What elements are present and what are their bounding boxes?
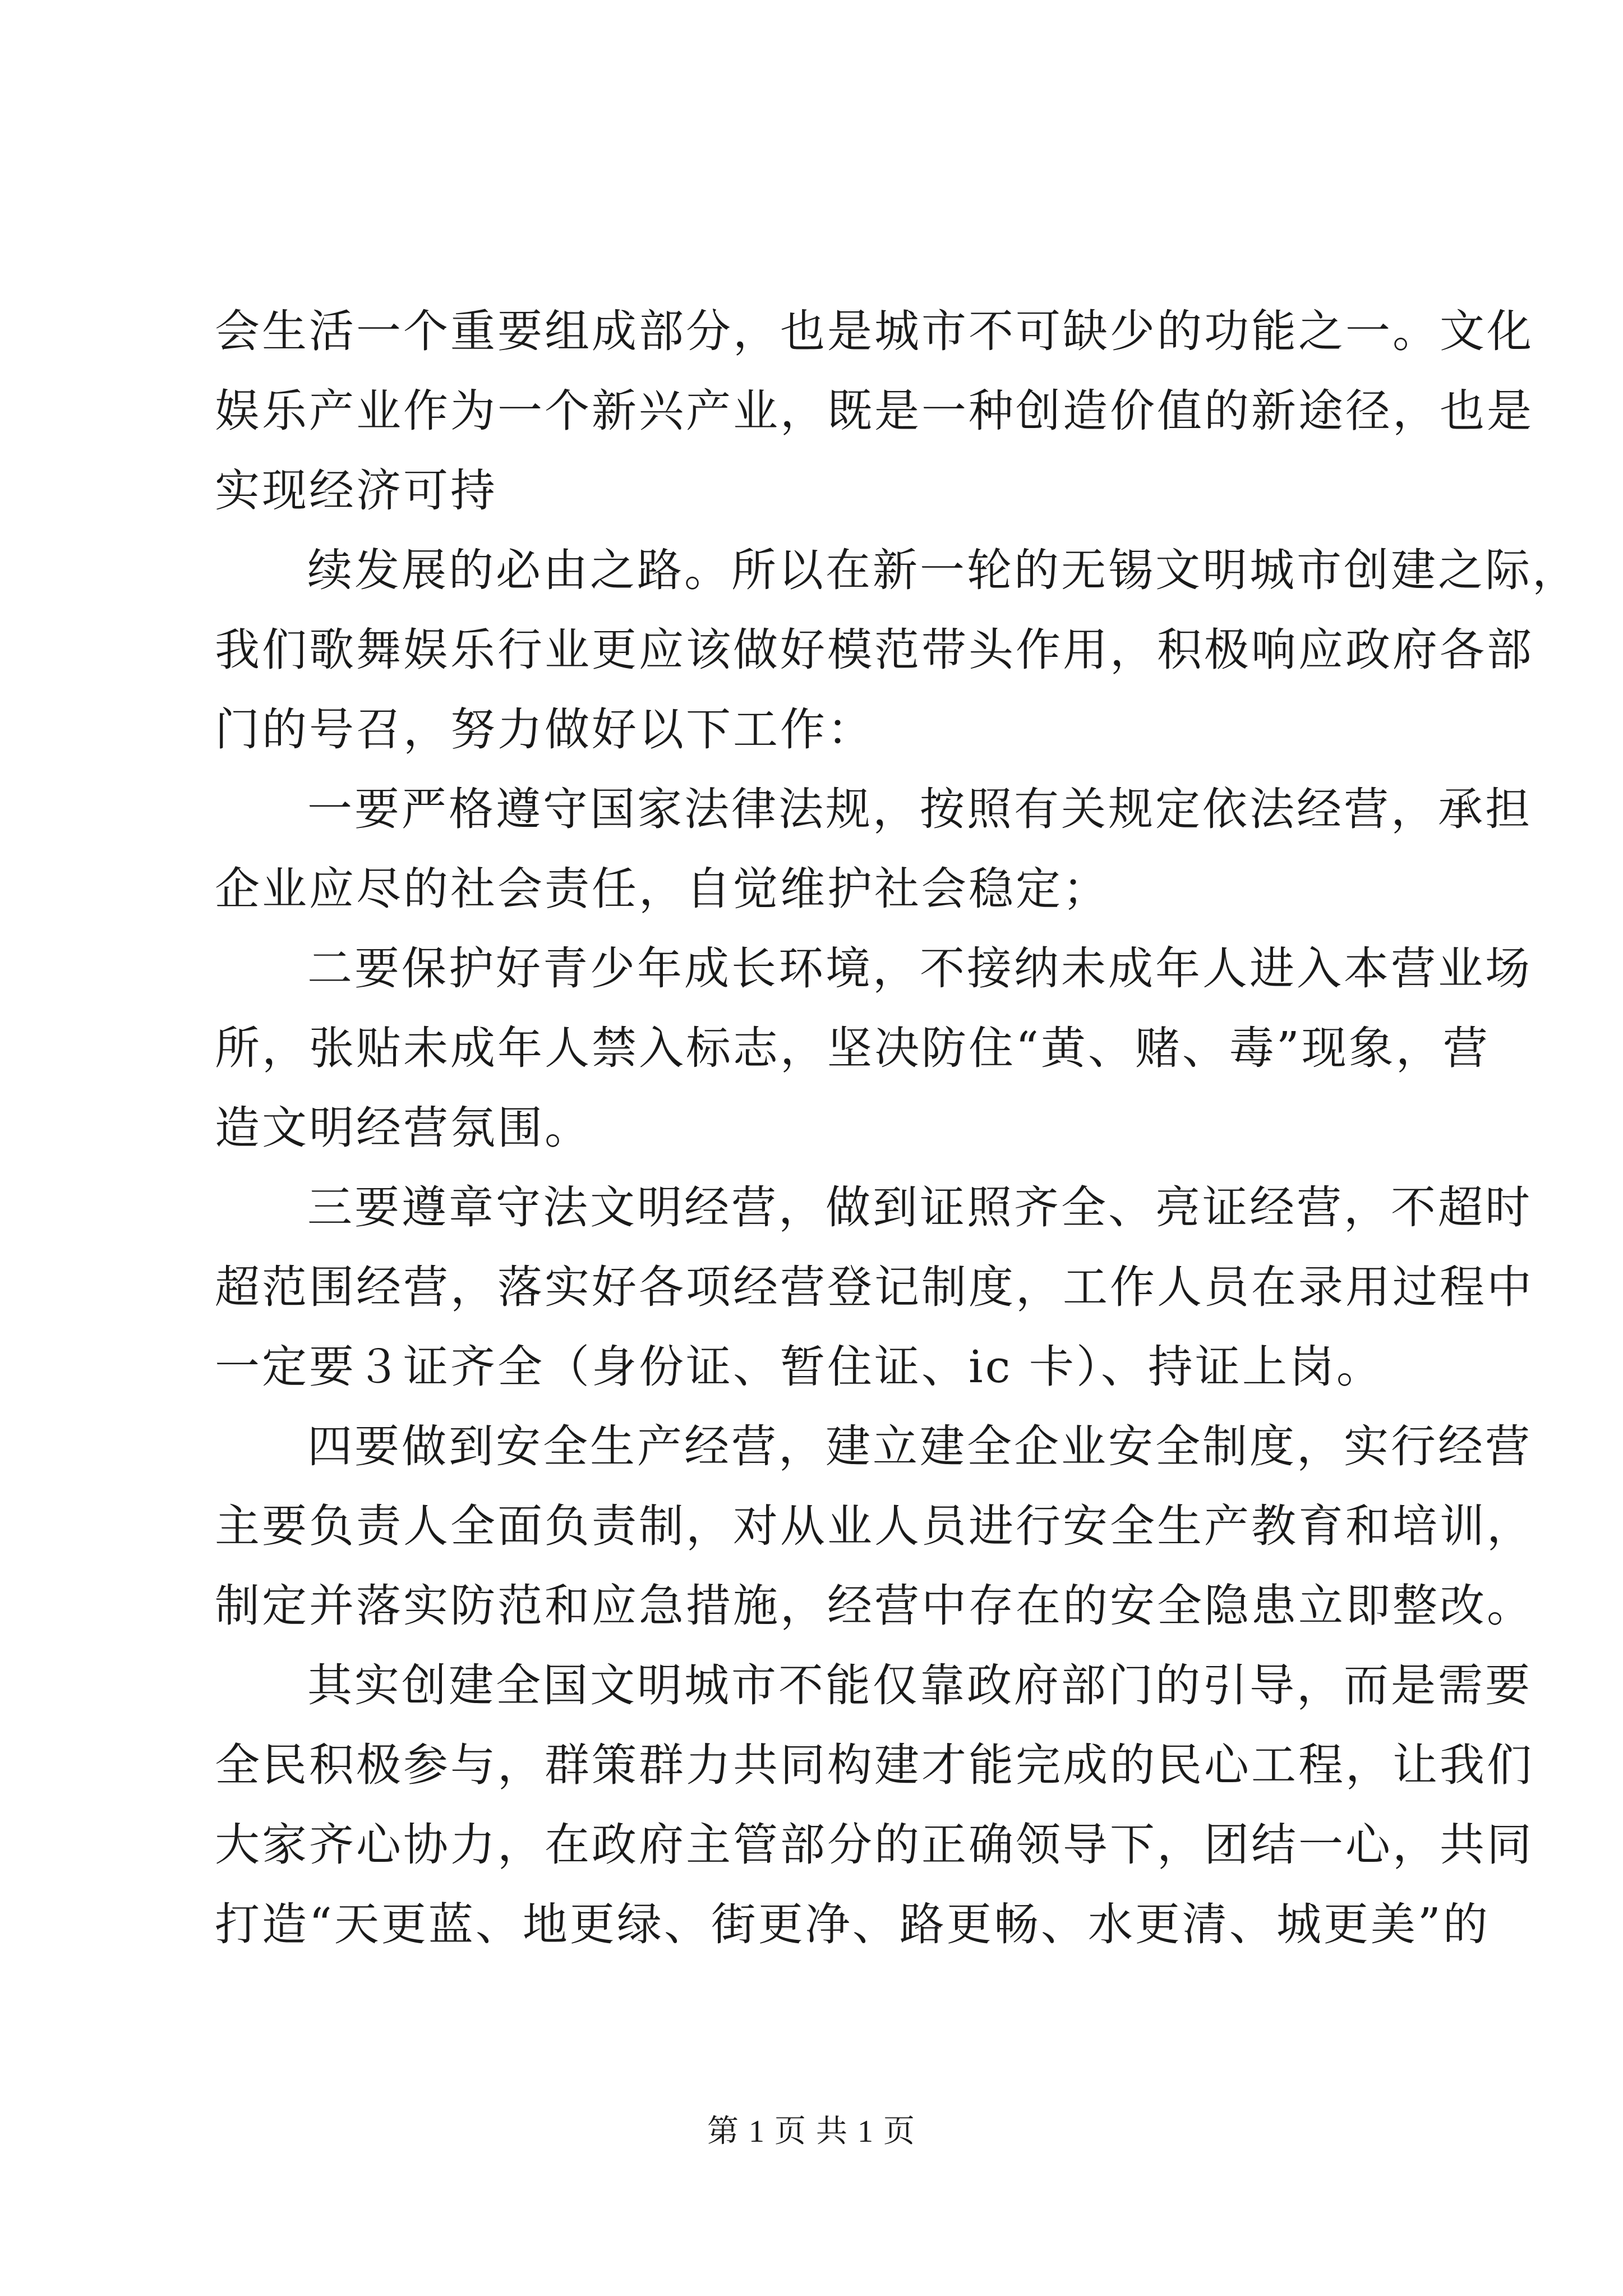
text-line: 四要做到安全生产经营，建立建全企业安全制度，实行经营 [307, 1420, 1532, 1473]
text-line: 我们歌舞娱乐行业更应该做好模范带头作用，积极响应政府各部 [215, 624, 1534, 676]
paragraph-5 [215, 1168, 1534, 1407]
paragraph-4 [215, 929, 1532, 1168]
text-line: 会生活一个重要组成部分，也是城市不可缺少的功能之一。文化 [215, 305, 1534, 357]
paragraph-1 [215, 292, 1534, 531]
text-line: 实现经济可持 [215, 464, 497, 517]
text-line: 一要严格遵守国家法律法规，按照有关规定依法经营，承担 [307, 783, 1532, 835]
paragraph-3 [215, 770, 1532, 929]
text-line: 二要保护好青少年成长环境，不接纳未成年人进入本营业场 [307, 942, 1532, 995]
paragraph-7 [215, 1646, 1534, 1964]
paragraph-2 [215, 531, 1579, 770]
page-number-label: 第 1 页 共 1 页 [707, 2114, 916, 2149]
text-line: 造文明经营氛围。 [215, 1102, 592, 1154]
text-line: 大家齐心协力，在政府主管部分的正确领导下，团结一心，共同 [215, 1819, 1534, 1871]
text-line: 娱乐产业作为一个新兴产业，既是一种创造价值的新途径，也是 [215, 385, 1534, 437]
text-line: 三要遵章守法文明经营，做到证照齐全、亮证经营，不超时 [307, 1181, 1532, 1234]
text-line: 门的号召，努力做好以下工作： [215, 703, 874, 756]
text-line: 超范围经营，落实好各项经营登记制度，工作人员在录用过程中 [215, 1261, 1534, 1313]
text-line: 续发展的必由之路。所以在新一轮的无锡文明城市创建之际， [307, 544, 1579, 596]
page-footer [0, 2112, 1623, 2151]
text-line: 打造“天更蓝、地更绿、街更净、路更畅、水更清、城更美”的 [215, 1898, 1490, 1950]
text-line: 其实创建全国文明城市不能仅靠政府部门的引导，而是需要 [307, 1659, 1532, 1711]
document-body [215, 292, 1579, 1964]
paragraph-6 [215, 1407, 1534, 1646]
text-line: 全民积极参与，群策群力共同构建才能完成的民心工程，让我们 [215, 1739, 1534, 1791]
text-line: 主要负责人全面负责制，对从业人员进行安全生产教育和培训， [215, 1500, 1534, 1552]
text-line: 企业应尽的社会责任，自觉维护社会稳定； [215, 863, 1110, 915]
text-line: 制定并落实防范和应急措施，经营中存在的安全隐患立即整改。 [215, 1580, 1534, 1632]
text-line: 所，张贴未成年人禁入标志，坚决防住“黄、赌、毒”现象，营 [215, 1022, 1490, 1074]
text-line: 一定要３证齐全（身份证、暂住证、ic 卡）、持证上岗。 [215, 1341, 1384, 1393]
